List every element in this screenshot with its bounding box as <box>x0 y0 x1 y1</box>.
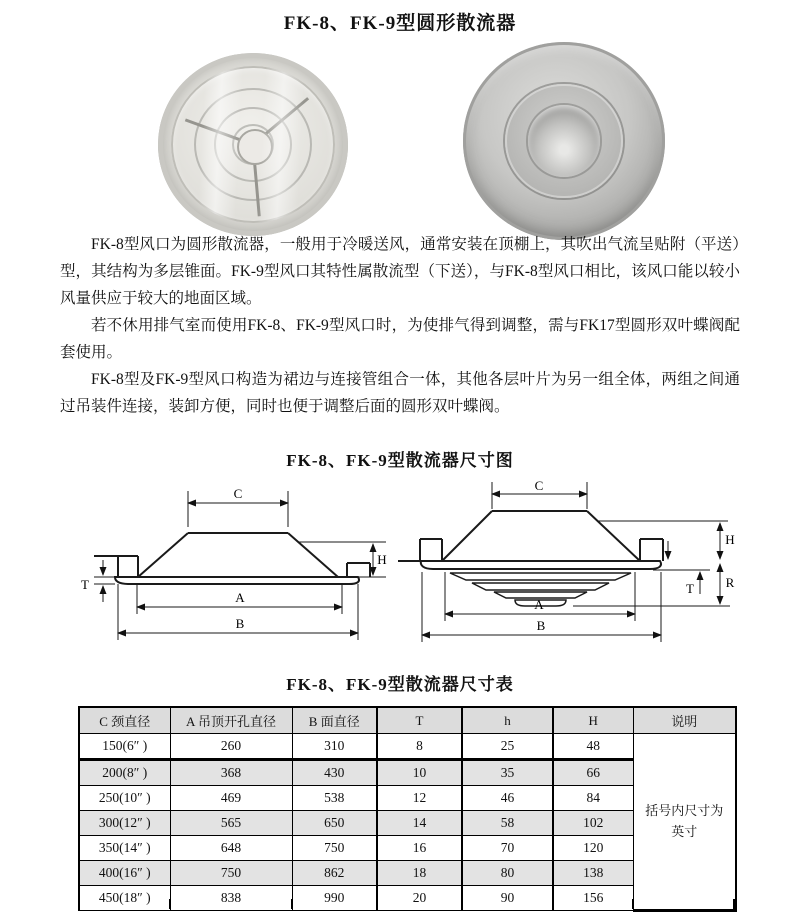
table-cell: 990 <box>292 886 377 911</box>
table-cell: 16 <box>377 836 462 861</box>
table-cell: 120 <box>553 836 633 861</box>
table-cell: 8 <box>377 734 462 760</box>
column-header-a: A 吊顶开孔直径 <box>170 707 292 734</box>
table-cell: 200(8″ ) <box>79 760 170 786</box>
table-cell: 750 <box>292 836 377 861</box>
fk9-dim-label-b: B <box>536 618 546 633</box>
fk8-dim-label-c: C <box>233 486 243 501</box>
table-bottom-stubs <box>78 899 735 911</box>
intro-text-block <box>60 231 740 420</box>
size-table <box>78 706 737 912</box>
table-cell: 750 <box>170 861 292 886</box>
table-cell: 150(6″ ) <box>79 734 170 760</box>
fk8-ring-middle <box>214 107 293 182</box>
table-cell: 138 <box>553 861 633 886</box>
table-cell: 350(14″ ) <box>79 836 170 861</box>
column-header-note: 说明 <box>633 707 736 734</box>
table-cell: 80 <box>462 861 553 886</box>
table-cell: 400(16″ ) <box>79 861 170 886</box>
fk8-dim-label-t: T <box>81 577 89 592</box>
table-cell: 46 <box>462 786 553 811</box>
table-cell: 565 <box>170 811 292 836</box>
fk8-spoke <box>185 118 254 145</box>
fk8-dim-label-b: B <box>235 616 245 631</box>
intro-paragraph-3: FK-8型及FK-9型风口构造为裙边与连接管组合一体，其他各层叶片为另一组全体，两组之间通过吊装件连接，装卸方便，同时也便于调整后面的圆形双叶蝶阀。 <box>60 371 740 415</box>
table-cell: 18 <box>377 861 462 886</box>
table-cell: 648 <box>170 836 292 861</box>
fk8-photo-face <box>171 66 335 223</box>
intro-paragraph-2: 若不休用排气室而使用FK-8、FK-9型风口时，为使排气得到调整，需与FK17型圆形双叶蝶阀配套使用。 <box>60 317 740 361</box>
table-cell: 156 <box>553 886 633 911</box>
table-cell: 35 <box>462 760 553 786</box>
fk8-dim-label-a: A <box>235 590 245 605</box>
table-cell: 84 <box>553 786 633 811</box>
fk9-dimension-diagram <box>398 480 738 658</box>
fk8-dim-label-h: H <box>377 552 387 567</box>
intro-paragraph-1: FK-8型风口为圆形散流器，一般用于冷暖送风，通常安装在顶棚上，其吹出气流呈贴附（平送）型，其结构为多层锥面。FK-9型风口其特性属散流型（下送），与FK-8型风口相比，该风口能以较小风量供应于较大的地面区域。 <box>60 236 740 307</box>
table-cell: 70 <box>462 836 553 861</box>
table-cell: 450(18″ ) <box>79 886 170 911</box>
fk8-spoke <box>252 144 261 216</box>
note-cell: 括号内尺寸为英寸 <box>633 734 736 911</box>
table-cell: 538 <box>292 786 377 811</box>
table-cell: 10 <box>377 760 462 786</box>
column-header-t: T <box>377 707 462 734</box>
page-title: FK-8、FK-9型圆形散流器 <box>283 13 517 34</box>
fk8-diffuser-photo <box>158 53 348 236</box>
fk9-dim-label-c: C <box>534 480 544 493</box>
table-cell: 66 <box>553 760 633 786</box>
table-cell: 469 <box>170 786 292 811</box>
table-cell: 20 <box>377 886 462 911</box>
fk8-ring-inner <box>232 124 275 165</box>
table-cell: 368 <box>170 760 292 786</box>
fk9-dim-label-r: R <box>725 575 735 590</box>
fk9-inner-cone <box>528 105 601 176</box>
table-cell: 90 <box>462 886 553 911</box>
table-cell: 650 <box>292 811 377 836</box>
fk9-dim-label-t: T <box>686 581 694 596</box>
table-cell: 14 <box>377 811 462 836</box>
column-header-b: B 面直径 <box>292 707 377 734</box>
table-cell: 862 <box>292 861 377 886</box>
fk8-hub <box>237 129 273 165</box>
fk8-spoke <box>252 97 309 146</box>
table-cell: 12 <box>377 786 462 811</box>
table-cell: 260 <box>170 734 292 760</box>
table-cell: 58 <box>462 811 553 836</box>
table-header-row <box>79 707 736 734</box>
fk9-dim-label-a: A <box>534 597 544 612</box>
table-cell: 300(12″ ) <box>79 811 170 836</box>
table-cell: 838 <box>170 886 292 911</box>
column-header-h-small: h <box>462 707 553 734</box>
column-header-h-cap: H <box>553 707 633 734</box>
table-cell: 25 <box>462 734 553 760</box>
table-cell: 310 <box>292 734 377 760</box>
dimension-diagram-title: FK-8、FK-9型散流器尺寸图 <box>286 451 514 470</box>
fk8-dimension-diagram <box>70 483 390 655</box>
table-cell: 250(10″ ) <box>79 786 170 811</box>
table-row <box>79 734 736 760</box>
table-cell: 102 <box>553 811 633 836</box>
column-header-c: C 颈直径 <box>79 707 170 734</box>
table-cell: 430 <box>292 760 377 786</box>
fk8-ring-outer <box>194 88 312 201</box>
table-cell: 48 <box>553 734 633 760</box>
size-table-title: FK-8、FK-9型散流器尺寸表 <box>286 675 514 694</box>
fk9-dim-label-h: H <box>725 532 735 547</box>
fk9-diffuser-photo <box>463 42 665 240</box>
